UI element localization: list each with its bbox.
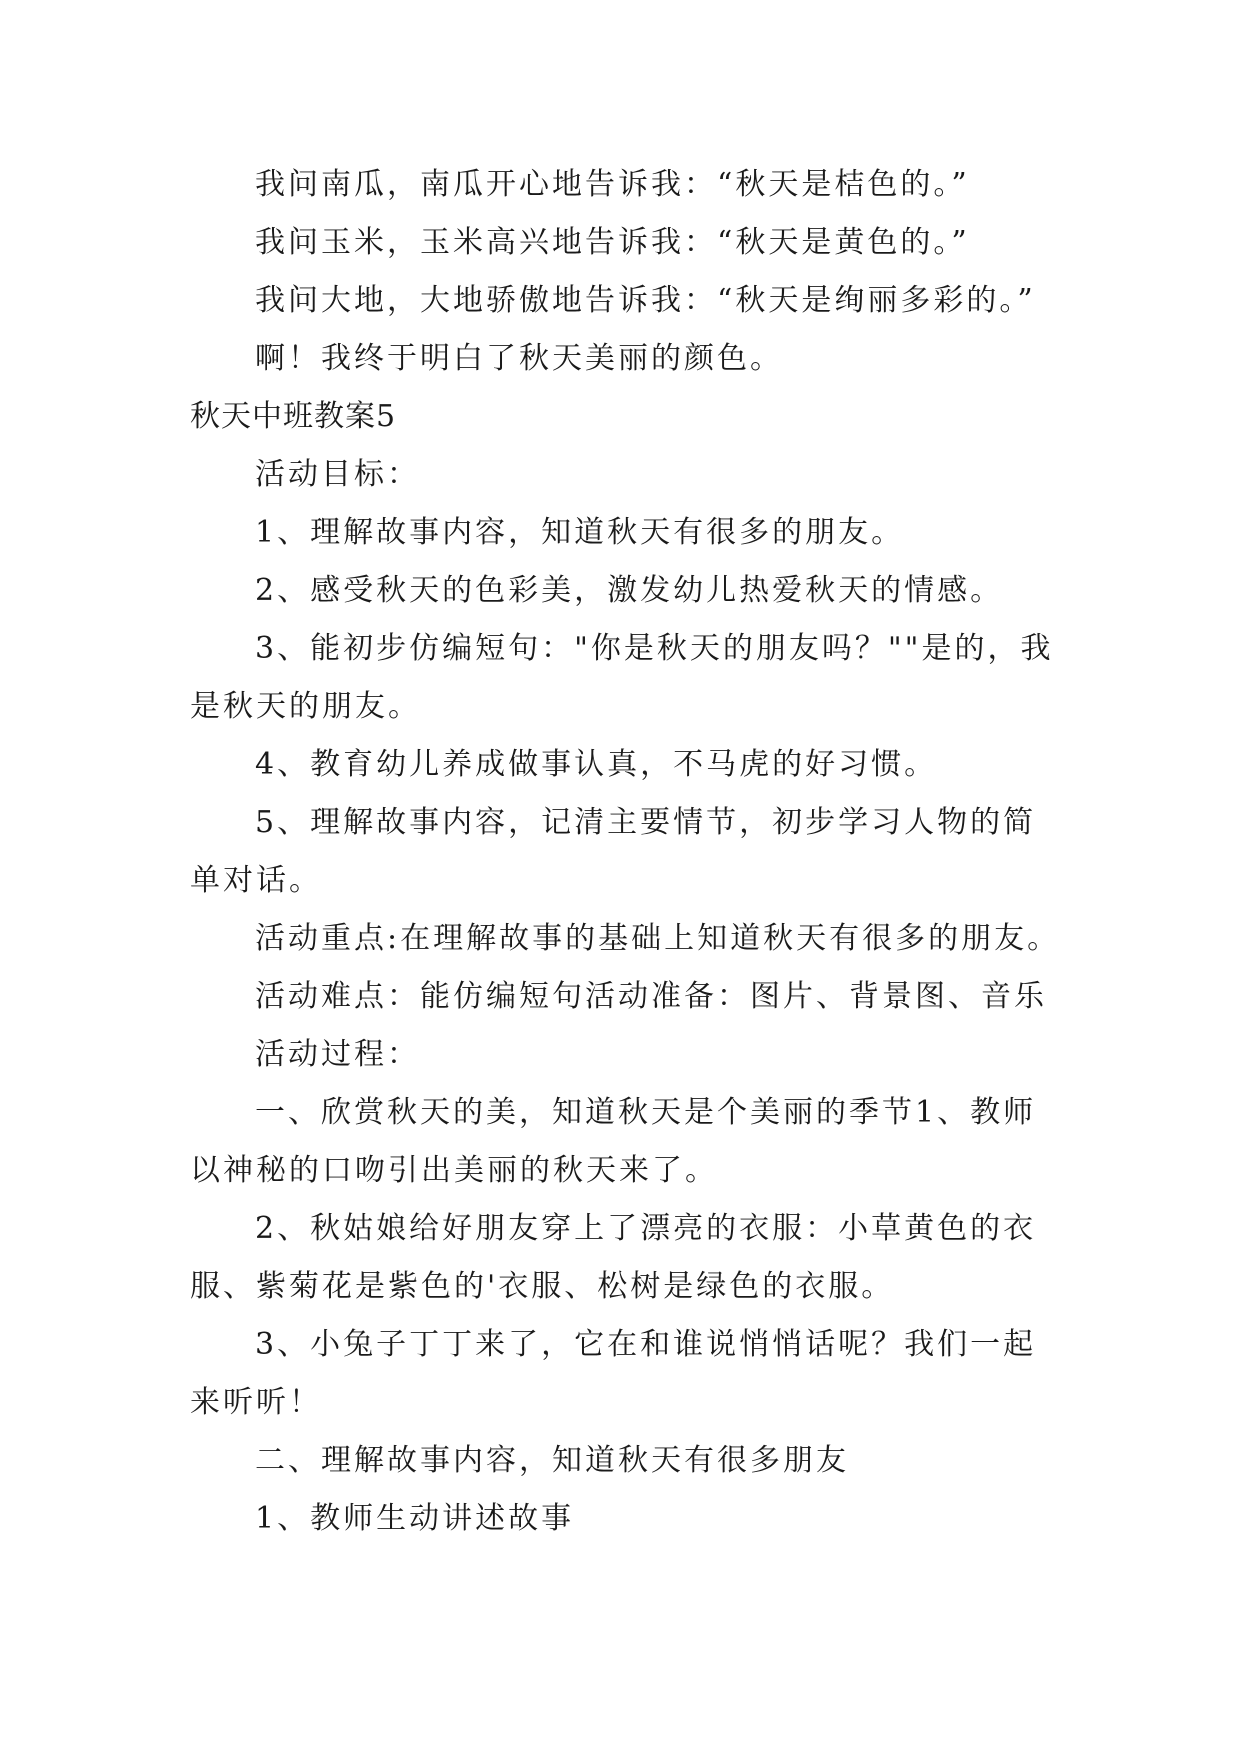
text-line: 我问大地，大地骄傲地告诉我：“秋天是绚丽多彩的。” xyxy=(255,283,1036,318)
text-line: 我问玉米，玉米高兴地告诉我：“秋天是黄色的。” xyxy=(255,225,970,260)
text-line: 3、能初步仿编短句："你是秋天的朋友吗？""是的，我 xyxy=(255,631,1054,666)
text-line: 活动难点：能仿编短句活动准备：图片、背景图、音乐 xyxy=(255,979,1047,1014)
text-line: 我问南瓜，南瓜开心地告诉我：“秋天是桔色的。” xyxy=(255,167,970,202)
text-line: 1、教师生动讲述故事 xyxy=(255,1501,575,1536)
text-line: 啊！我终于明白了秋天美丽的颜色。 xyxy=(255,341,783,376)
text-line: 4、教育幼儿养成做事认真，不马虎的好习惯。 xyxy=(255,747,938,782)
text-line: 来听听！ xyxy=(190,1385,322,1420)
section-heading: 秋天中班教案5 xyxy=(190,399,397,434)
text-line: 活动重点:在理解故事的基础上知道秋天有很多的朋友。 xyxy=(255,921,1061,956)
text-line: 2、秋姑娘给好朋友穿上了漂亮的衣服：小草黄色的衣 xyxy=(255,1211,1037,1246)
text-line: 二、理解故事内容，知道秋天有很多朋友 xyxy=(255,1443,849,1478)
text-line: 单对话。 xyxy=(190,863,322,898)
text-line: 服、紫菊花是紫色的'衣服、松树是绿色的衣服。 xyxy=(190,1269,895,1304)
text-line: 3、小兔子丁丁来了，它在和谁说悄悄话呢？我们一起 xyxy=(255,1327,1037,1362)
text-line: 活动目标： xyxy=(255,457,420,492)
text-line: 1、理解故事内容，知道秋天有很多的朋友。 xyxy=(255,515,905,550)
text-line: 是秋天的朋友。 xyxy=(190,689,421,724)
text-line: 5、理解故事内容，记清主要情节，初步学习人物的简 xyxy=(255,805,1037,840)
text-line: 活动过程： xyxy=(255,1037,420,1072)
text-line: 以神秘的口吻引出美丽的秋天来了。 xyxy=(190,1153,718,1188)
text-line: 一、欣赏秋天的美，知道秋天是个美丽的季节1、教师 xyxy=(255,1095,1037,1130)
text-line: 2、感受秋天的色彩美，激发幼儿热爱秋天的情感。 xyxy=(255,573,1004,608)
